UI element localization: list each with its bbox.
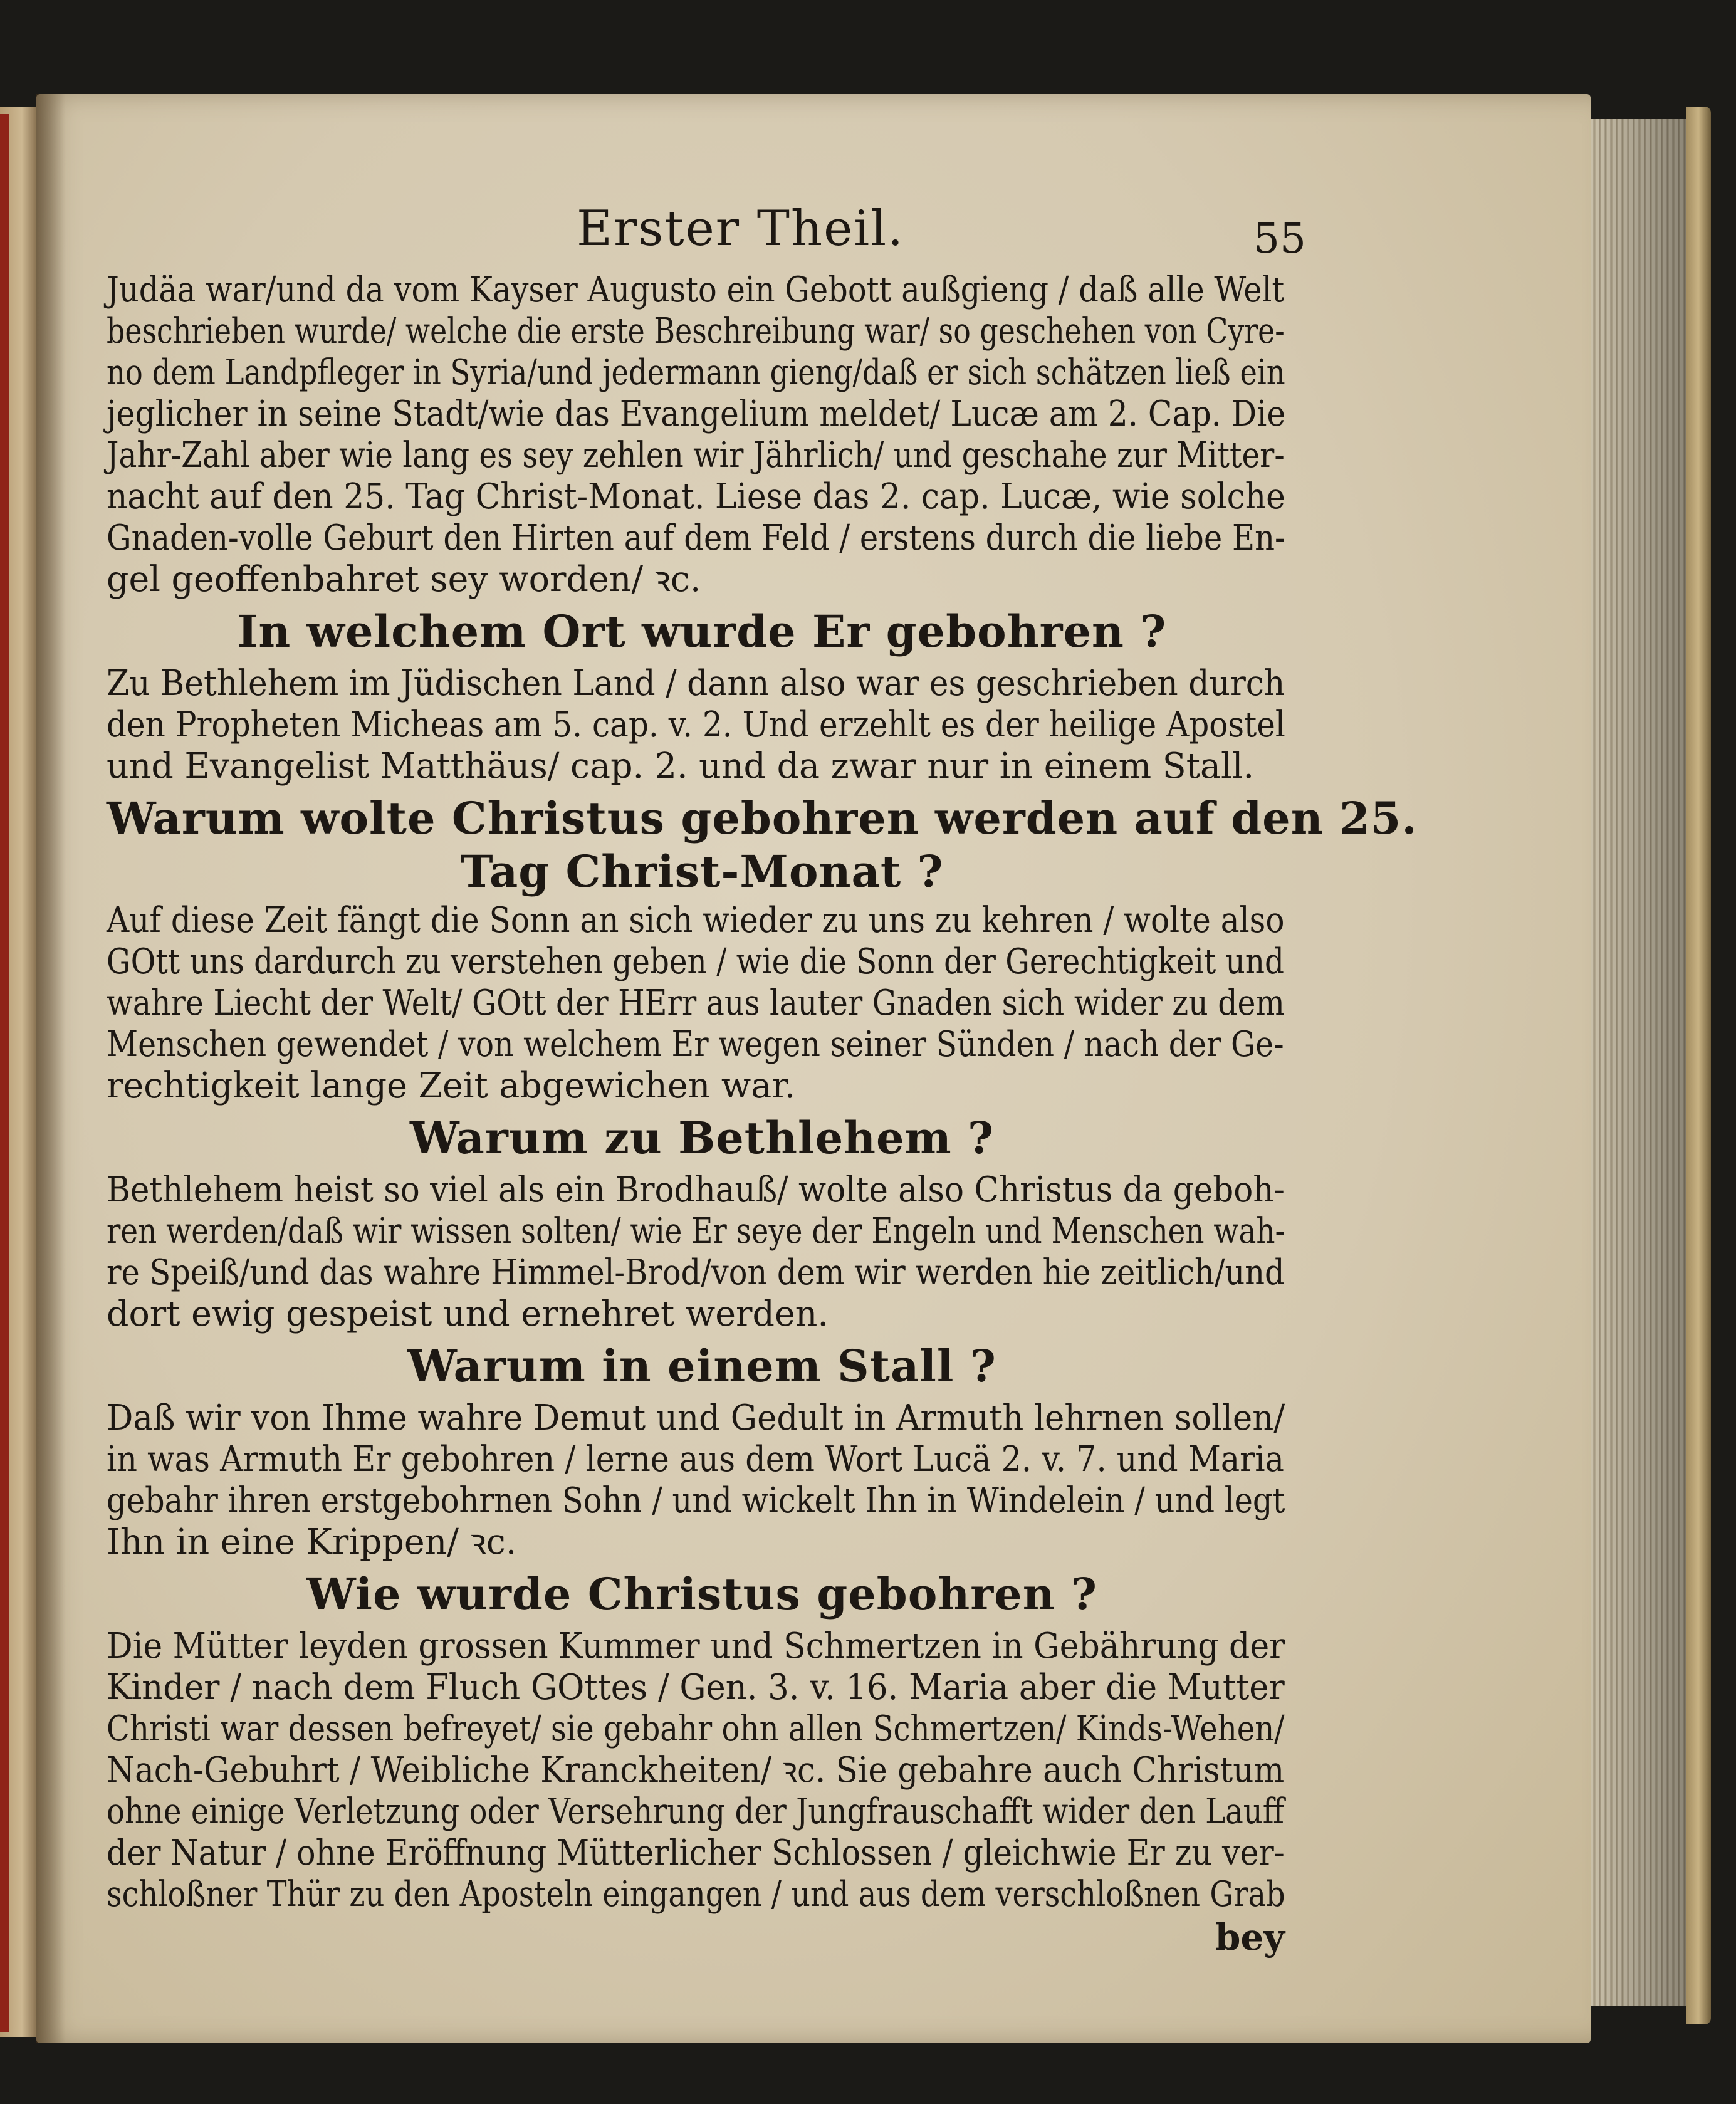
text-line: Zu Bethlehem im Jüdischen Land / dann also war es geschrieben durch: [107, 663, 1285, 704]
text-line: den Propheten Micheas am 5. cap. v. 2. Und erzehlt es der heilige Apostel: [107, 704, 1285, 745]
body-text: [107, 270, 1418, 1915]
book-cover-edge: [1686, 107, 1711, 2024]
text-line: Kinder / nach dem Fluch GOttes / Gen. 3. v. 16. Maria aber die Mutter: [107, 1667, 1285, 1708]
text-line: beschrieben wurde/ welche die erste Beschreibung war/ so geschehen von Cyre-: [107, 311, 1285, 352]
text-line: Christi war dessen befreyet/ sie gebahr ohn allen Schmertzen/ Kinds-Wehen/: [107, 1709, 1285, 1749]
text-line: re Speiß/und das wahre Himmel-Brod/von dem wir werden hie zeitlich/und: [107, 1252, 1285, 1293]
text-line: no dem Landpfleger in Syria/und jedermann gieng/daß er sich schätzen ließ ein: [107, 352, 1285, 393]
text-line: Ihn in eine Krippen/ ꝛc.: [107, 1522, 517, 1562]
text-line: Die Mütter leyden grossen Kummer und Schmertzen in Gebährung der: [107, 1626, 1285, 1667]
text-line: der Natur / ohne Eröffnung Mütterlicher Schlossen / gleichwie Er zu ver-: [107, 1833, 1285, 1873]
text-line: gebahr ihren erstgebohrnen Sohn / und wickelt Ihn in Windelein / und legt: [107, 1480, 1285, 1521]
question-heading: Warum wolte Christus gebohren werden auf den 25.: [107, 792, 1418, 844]
text-line: rechtigkeit lange Zeit abgewichen war.: [107, 1065, 796, 1106]
text-line: Judäa war/und da vom Kayser Augusto ein Gebott außgieng / daß alle Welt: [107, 270, 1285, 310]
text-line: ren werden/daß wir wissen solten/ wie Er seye der Engeln und Menschen wah-: [107, 1211, 1285, 1252]
text-line: nacht auf den 25. Tag Christ-Monat. Liese das 2. cap. Lucæ, wie solche: [107, 476, 1285, 517]
text-line: ohne einige Verletzung oder Versehrung der Jungfrauschafft wider den Lauff: [107, 1791, 1285, 1832]
binding-ribbon: [0, 114, 9, 2032]
page-text: [107, 201, 1418, 1959]
text-line: gel geoffenbahret sey worden/ ꝛc.: [107, 559, 701, 600]
page-number: 55: [1253, 214, 1306, 263]
text-line: GOtt uns dardurch zu verstehen geben / wie die Sonn der Gerechtigkeit und: [107, 941, 1284, 982]
question-heading: Wie wurde Christus gebohren ?: [306, 1568, 1097, 1620]
text-line: Nach-Gebuhrt / Weibliche Kranckheiten/ ꝛc. Sie gebahre auch Christum: [107, 1750, 1285, 1791]
text-line: in was Armuth Er gebohren / lerne aus dem Wort Lucä 2. v. 7. und Maria: [107, 1439, 1284, 1480]
text-line: Jahr-Zahl aber wie lang es sey zehlen wir Jährlich/ und geschahe zur Mitter-: [107, 435, 1285, 476]
running-head: [107, 201, 1306, 270]
question-heading: Tag Christ-Monat ?: [460, 845, 944, 898]
text-line: dort ewig gespeist und ernehret werden.: [107, 1294, 829, 1334]
text-line: Bethlehem heist so viel als ein Brodhauß/ wolte also Christus da geboh-: [107, 1170, 1285, 1210]
running-title: Erster Theil.: [577, 201, 904, 257]
text-line: Menschen gewendet / von welchem Er wegen seiner Sünden / nach der Ge-: [107, 1024, 1284, 1065]
text-line: und Evangelist Matthäus/ cap. 2. und da zwar nur in einem Stall.: [107, 746, 1255, 787]
question-heading: Warum zu Bethlehem ?: [409, 1112, 995, 1164]
text-line: wahre Liecht der Welt/ GOtt der HErr aus lauter Gnaden sich wider zu dem: [107, 983, 1285, 1023]
text-line: Auf diese Zeit fängt die Sonn an sich wieder zu uns zu kehren / wolte also: [107, 900, 1285, 941]
question-heading: Warum in einem Stall ?: [407, 1340, 996, 1392]
question-heading: In welchem Ort wurde Er gebohren ?: [237, 605, 1167, 657]
text-line: jeglicher in seine Stadt/wie das Evangelium meldet/ Lucæ am 2. Cap. Die: [107, 394, 1286, 434]
text-line: Gnaden-volle Geburt den Hirten auf dem Feld / erstens durch die liebe En-: [107, 518, 1285, 558]
page-gutter-shadow: [36, 94, 65, 2043]
text-line: schloßner Thür zu den Aposteln eingangen / und aus dem verschloßnen Grab: [107, 1874, 1285, 1915]
catchword: bey: [1215, 1916, 1285, 1959]
text-line: Daß wir von Ihme wahre Demut und Gedult in Armuth lehrnen sollen/: [107, 1398, 1285, 1438]
